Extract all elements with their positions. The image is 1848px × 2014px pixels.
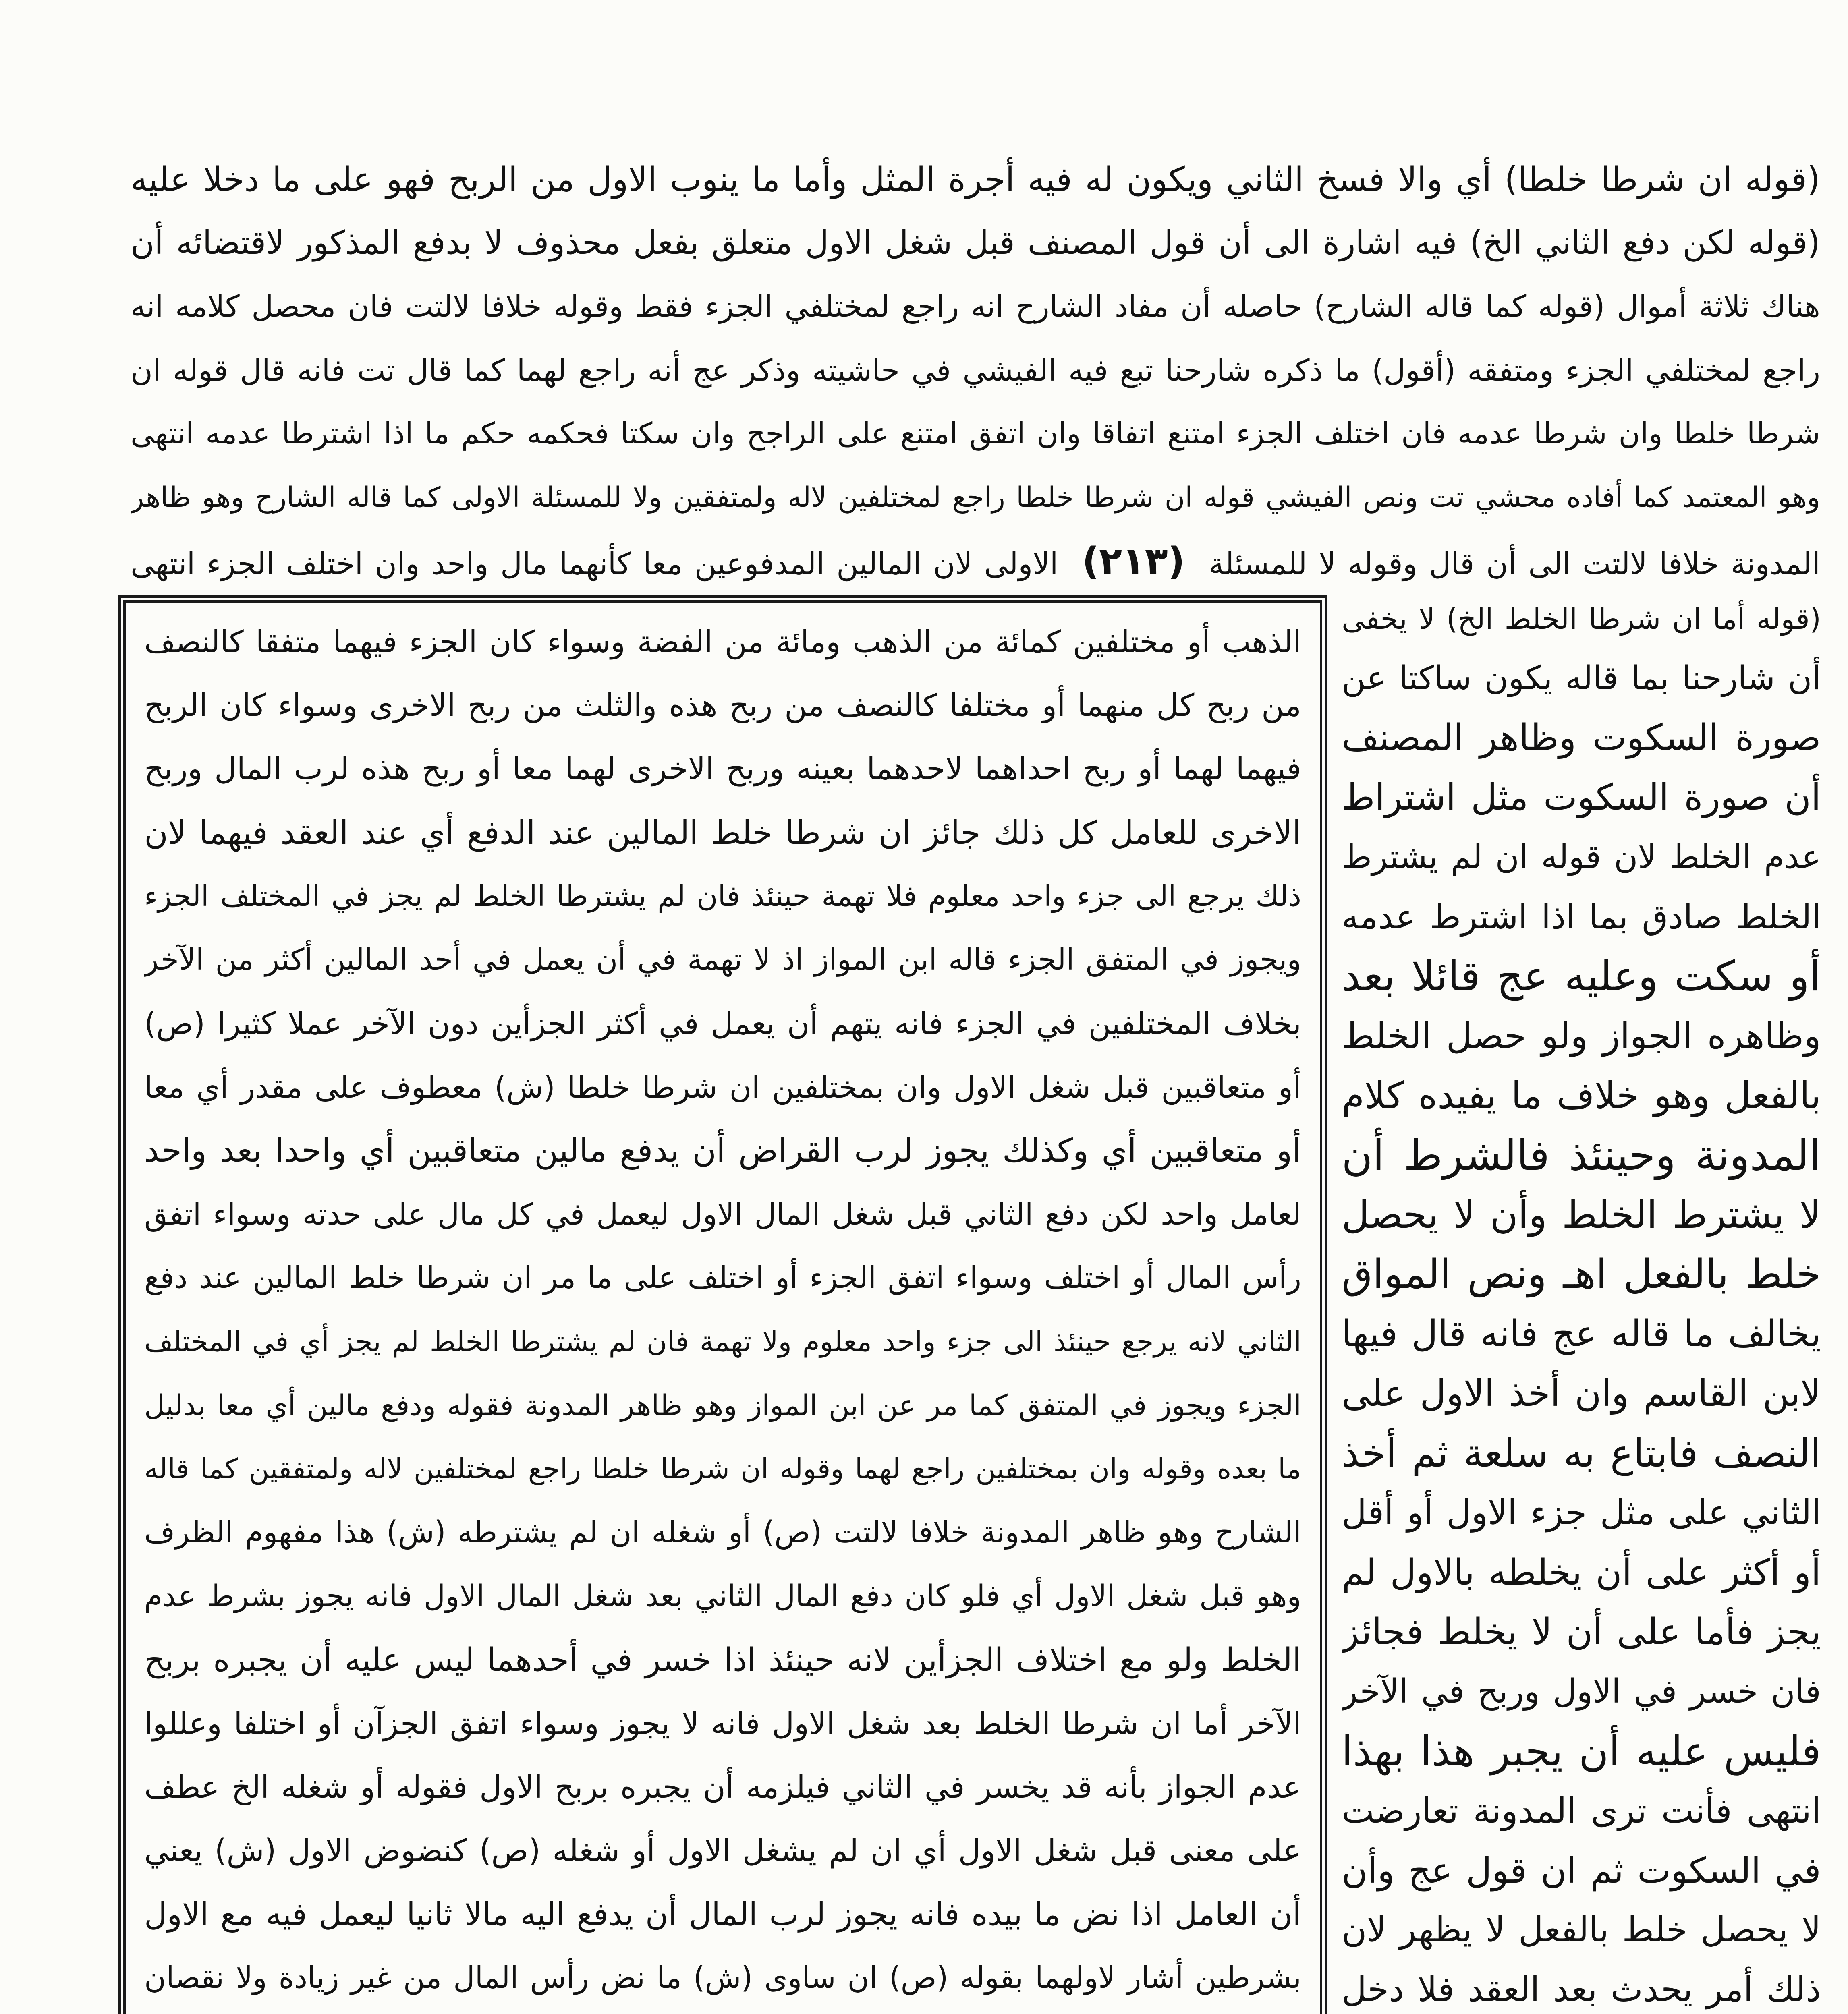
- side-gloss-line: في السكوت ثم ان قول عج وأن: [1342, 1850, 1821, 1891]
- gloss-line: (قوله ان شرطا خلطا) أي والا فسخ الثاني ويكون له فيه أجرة المثل وأما ما ينوب الاول من الربح فهو على ما دخلا عليه: [131, 160, 1820, 199]
- page-number: (٢١٣): [1082, 539, 1185, 583]
- commentary-line: بخلاف المختلفين في الجزء فانه يتهم أن يعمل في أكثر الجزأين دون الآخر عملا كثيرا (ص): [144, 1005, 1301, 1041]
- side-gloss-line: أو أكثر على أن يخلطه بالاول لم: [1342, 1552, 1821, 1593]
- side-gloss-line: لا يحصل خلط بالفعل لا يظهر لان: [1342, 1910, 1821, 1950]
- gloss-line-part: الاولى لان المالين المدفوعين معا كأنهما مال واحد وان اختلف الجزء انتهى: [131, 546, 1058, 581]
- commentary-line: الخلط ولو مع اختلاف الجزأين لانه حينئذ اذا خسر في أحدهما ليس عليه أن يجبره بربح: [144, 1641, 1301, 1678]
- commentary-line: أو متعاقبين أي وكذلك يجوز لرب القراض أن يدفع مالين متعاقبين أي واحدا بعد واحد: [144, 1131, 1301, 1170]
- side-gloss-line: بالفعل وهو خلاف ما يفيده كلام: [1342, 1074, 1821, 1117]
- side-gloss-line: أن شارحنا بما قاله يكون ساكتا عن: [1342, 659, 1821, 697]
- commentary-line: وهو قبل شغل الاول أي فلو كان دفع المال الثاني بعد شغل المال الاول فانه يجوز بشرط عدم: [144, 1579, 1301, 1613]
- side-gloss-line: فليس عليه أن يجبر هذا بهذا: [1342, 1728, 1821, 1775]
- side-gloss-line: أو سكت وعليه عج قائلا بعد: [1342, 952, 1821, 1001]
- gloss-line: (قوله لكن دفع الثاني الخ) فيه اشارة الى أن قول المصنف قبل شغل الاول متعلق بفعل محذوف لا بدفع المذكور لاقتضائه أن: [131, 224, 1820, 262]
- side-gloss-line: وظاهره الجواز ولو حصل الخلط: [1342, 1015, 1821, 1057]
- commentary-line: الجزء ويجوز في المتفق كما مر عن ابن المواز وهو ظاهر المدونة فقوله ودفع مالين أي معا بدليل: [144, 1388, 1301, 1422]
- side-gloss-line: خلط بالفعل اهـ ونص المواق: [1342, 1251, 1821, 1297]
- side-gloss-line: يجز فأما على أن لا يخلط فجائز: [1342, 1611, 1821, 1653]
- side-gloss-line: لا يشترط الخلط وأن لا يحصل: [1342, 1193, 1821, 1237]
- commentary-line: ما بعده وقوله وان بمختلفين راجع لهما وقوله ان شرطا خلطا راجع لمختلفين لاله ولمتفقين كما قاله: [144, 1453, 1301, 1485]
- gloss-line: شرطا خلطا وان شرطا عدمه فان اختلف الجزء امتنع اتفاقا وان اتفق امتنع على الراجح وان سكتا فحكمه حكم ما اذا اشترطا عدمه انتهى: [131, 416, 1820, 451]
- side-gloss-line: أن صورة السكوت مثل اشتراط: [1342, 777, 1821, 818]
- commentary-line: [144, 2010, 1301, 2014]
- commentary-line: بشرطين أشار لاولهما بقوله (ص) ان ساوى (ش) ما نض رأس المال من غير زيادة ولا نقصان: [144, 1961, 1301, 1995]
- commentary-line: لعامل واحد لكن دفع الثاني قبل شغل المال الاول ليعمل في كل مال على حدته وسواء اتفق: [144, 1197, 1301, 1232]
- commentary-line: أن العامل اذا نض ما بيده فانه يجوز لرب المال أن يدفع اليه مالا ثانيا ليعمل فيه مع الاول: [144, 1896, 1301, 1933]
- side-gloss-line: المدونة وحينئذ فالشرط أن: [1342, 1131, 1821, 1180]
- side-gloss-line: الثاني على مثل جزء الاول أو أقل: [1342, 1493, 1821, 1533]
- side-gloss-line: النصف فابتاع به سلعة ثم أخذ: [1342, 1431, 1821, 1476]
- commentary-line: الشارح وهو ظاهر المدونة خلافا لالتت (ص) أو شغله ان لم يشترطه (ش) هذا مفهوم الظرف: [144, 1515, 1301, 1550]
- side-gloss-line: عدم الخلط لان قوله ان لم يشترط: [1342, 838, 1821, 876]
- side-gloss-line: (قوله أما ان شرطا الخلط الخ) لا يخفى: [1342, 602, 1821, 636]
- gloss-line-with-page-number: [131, 529, 1820, 593]
- side-gloss-line: الخلط صادق بما اذا اشترط عدمه: [1342, 897, 1821, 937]
- commentary-line: الذهب أو مختلفين كمائة من الذهب ومائة من الفضة وسواء كان الجزء فيهما متفقا كالنصف: [144, 624, 1301, 659]
- commentary-line: ويجوز في المتفق الجزء قاله ابن المواز اذ لا تهمة في أن يعمل في أحد المالين أكثر من الآخر: [144, 943, 1301, 977]
- side-gloss-line: فان خسر في الاول وربح في الآخر: [1342, 1672, 1821, 1711]
- commentary-line: ذلك يرجع الى جزء واحد معلوم فلا تهمة حينئذ فان لم يشترطا الخلط لم يجز في المختلف الجزء: [144, 879, 1301, 913]
- commentary-line: الآخر أما ان شرطا الخلط بعد شغل الاول فانه لا يجوز وسواء اتفق الجزآن أو اختلفا وعللوا: [144, 1705, 1301, 1741]
- commentary-line: الاخرى للعامل كل ذلك جائز ان شرطا خلط المالين عند الدفع أي عند العقد فيهما لان: [144, 814, 1301, 852]
- gloss-line-part: المدونة خلافا لالتت الى أن قال وقوله لا للمسئلة: [1209, 546, 1820, 581]
- side-gloss-line: انتهى فأنت ترى المدونة تعارضت: [1342, 1791, 1821, 1831]
- gloss-line: وهو المعتمد كما أفاده محشي تت ونص الفيشي قوله ان شرطا خلطا راجع لمختلفين لاله ولمتفقين ولا للمسئلة الاولى كما قاله الشارح وهو ظاهر: [131, 481, 1820, 514]
- side-gloss-line: يخالف ما قاله عج فانه قال فيها: [1342, 1313, 1821, 1355]
- commentary-line: على معنى قبل شغل الاول أي ان لم يشغل الاول أو شغله (ص) كنضوض الاول (ش) يعني: [144, 1833, 1301, 1869]
- side-marginal-gloss: [1342, 589, 1821, 2014]
- side-gloss-line: لابن القاسم وان أخذ الاول على: [1342, 1372, 1821, 1415]
- side-gloss-line: ذلك أمر يحدث بعد العقد فلا دخل: [1342, 1970, 1821, 2010]
- side-gloss-line: صورة السكوت وظاهر المصنف: [1342, 717, 1821, 759]
- commentary-line: أو متعاقبين قبل شغل الاول وان بمختلفين ان شرطا خلطا (ش) معطوف على مقدر أي معا: [144, 1069, 1301, 1105]
- commentary-line: الثاني لانه يرجع حينئذ الى جزء واحد معلوم ولا تهمة فان لم يشترطا الخلط لم يجز أي في المختلف: [144, 1326, 1301, 1358]
- commentary-frame: [118, 595, 1327, 2014]
- top-marginal-gloss: [131, 147, 1820, 593]
- commentary-line: رأس المال أو اختلف وسواء اتفق الجزء أو اختلف على ما مر ان شرطا خلط المالين عند دفع: [144, 1261, 1301, 1295]
- commentary-line: فيهما لهما أو ربح احداهما لاحدهما بعينه وربح الاخرى لهما معا أو ربح هذه لرب المال وربح: [144, 751, 1301, 787]
- gloss-line: راجع لمختلفي الجزء ومتفقه (أقول) ما ذكره شارحنا تبع فيه الفيشي في حاشيته وذكر عج أنه راجع لهما كما قال تت فانه قال قوله ان: [131, 352, 1820, 388]
- commentary-line: من ربح كل منهما أو مختلفا كالنصف من ربح هذه والثلث من ربح الاخرى وسواء كان الربح: [144, 687, 1301, 723]
- commentary-line: عدم الجواز بأنه قد يخسر في الثاني فيلزمه أن يجبره بربح الاول فقوله أو شغله الخ عطف: [144, 1769, 1301, 1805]
- gloss-line: هناك ثلاثة أموال (قوله كما قاله الشارح) حاصله أن مفاد الشارح انه راجع لمختلفي الجزء فقط وقوله خلافا لالتت فان محصل كلامه انه: [131, 289, 1820, 324]
